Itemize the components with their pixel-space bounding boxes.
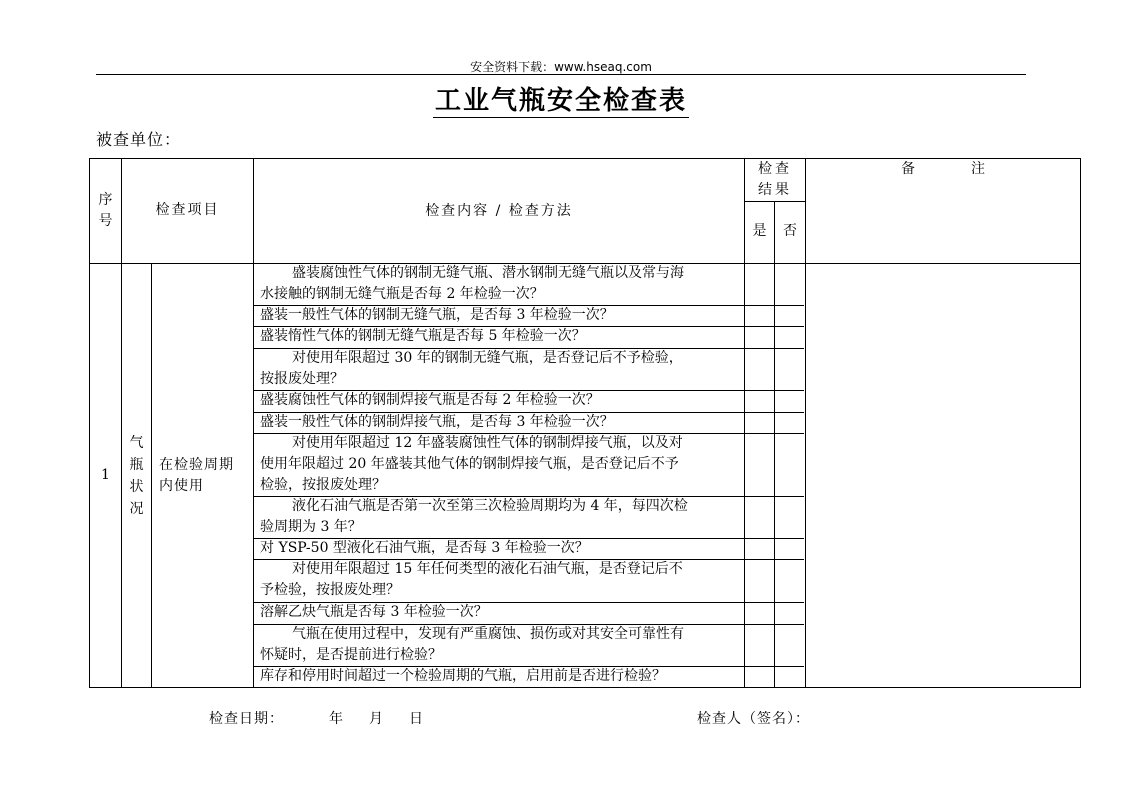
check-item-4-line-2: 按报废处理？ xyxy=(260,371,344,387)
item-separator xyxy=(253,305,804,306)
check-item-9-line-1: 对 YSP-50 型液化石油气瓶，是否每 3 年检验一次？ xyxy=(260,540,589,556)
seq-header xyxy=(90,190,121,232)
subcategory-cell xyxy=(159,455,253,497)
subcategory-line-1: 在检验周期 xyxy=(159,457,234,473)
check-item-13-line-1: 库存和停用时间超过一个检验周期的气瓶，启用前是否进行检验？ xyxy=(260,668,666,684)
item-separator xyxy=(253,326,804,327)
check-item-8-line-1 xyxy=(260,496,743,517)
no-header: 否 xyxy=(783,223,797,239)
category-char-1: 气 xyxy=(129,435,144,451)
check-item-12-text-1: 气瓶在使用过程中，发现有严重腐蚀、损伤或对其安全可靠性有 xyxy=(292,626,684,642)
page-title-text: 工业气瓶安全检查表 xyxy=(434,86,687,116)
item-separator xyxy=(253,538,804,539)
date-day-label: 日 xyxy=(409,711,424,727)
check-item-5 xyxy=(253,390,743,411)
check-item-7-line-3: 检验，按报废处理？ xyxy=(260,477,386,493)
col-line-result-split xyxy=(774,201,775,687)
check-item-8-line-2: 验周期为 3 年？ xyxy=(260,519,362,535)
item-separator xyxy=(253,666,804,667)
check-item-4 xyxy=(253,348,743,390)
col-line-category xyxy=(151,263,152,687)
check-item-7-text-1: 对使用年限超过 12 年盛装腐蚀性气体的钢制焊接气瓶，以及对 xyxy=(292,435,683,451)
category-char-4: 况 xyxy=(129,501,144,517)
header-rule xyxy=(96,74,1026,75)
site-header: 安全资料下载：www.hseaq.com xyxy=(470,60,652,74)
check-item-10-text-1: 对使用年限超过 15 年任何类型的液化石油气瓶，是否登记后不 xyxy=(292,561,683,577)
check-item-2-line-1: 盛装一般性气体的钢制无缝气瓶，是否每 3 年检验一次？ xyxy=(260,307,614,323)
seq-header-char-2: 号 xyxy=(98,213,113,229)
check-item-4-line-1 xyxy=(260,348,743,369)
check-item-7-line-2: 使用年限超过 20 年盛装其他气体的钢制焊接气瓶，是否登记后不予 xyxy=(260,456,679,472)
category-char-3: 状 xyxy=(129,479,144,495)
check-item-13 xyxy=(253,666,743,687)
check-item-8-text-1: 液化石油气瓶是否第一次至第三次检验周期均为 4 年，每四次检 xyxy=(292,498,688,514)
check-item-7 xyxy=(253,433,743,496)
result-header xyxy=(745,159,805,201)
check-item-12-line-1 xyxy=(260,624,743,645)
item-separator xyxy=(253,559,804,560)
check-item-11 xyxy=(253,602,743,623)
date-month-label: 月 xyxy=(369,711,384,727)
result-header-line-2: 结果 xyxy=(758,182,792,198)
check-item-4-text-1: 对使用年限超过 30 年的钢制无缝气瓶，是否登记后不予检验， xyxy=(292,350,683,366)
check-item-6-line-1: 盛装一般性气体的钢制焊接气瓶，是否每 3 年检验一次？ xyxy=(260,414,614,430)
check-item-1-text-1: 盛装腐蚀性气体的钢制无缝气瓶、潜水钢制无缝气瓶以及常与海 xyxy=(292,265,684,281)
check-item-12-line-2: 怀疑时，是否提前进行检验？ xyxy=(260,647,442,663)
item-separator xyxy=(253,433,804,434)
item-separator xyxy=(253,348,804,349)
inspected-unit-label: 被查单位： xyxy=(96,130,182,149)
result-header-line-1: 检查 xyxy=(758,161,792,177)
check-item-10-line-1 xyxy=(260,559,743,580)
item-separator xyxy=(253,412,804,413)
check-item-1-line-2: 水接触的钢制无缝气瓶是否每 2 年检验一次？ xyxy=(260,286,544,302)
item-separator xyxy=(253,624,804,625)
date-label: 检查日期： xyxy=(209,711,284,727)
check-item-3 xyxy=(253,326,743,347)
category-cell xyxy=(122,432,151,520)
inspector-signature-label: 检查人（签名）： xyxy=(697,711,810,727)
item-separator xyxy=(253,390,804,391)
check-item-10-line-2: 予检验，按报废处理？ xyxy=(260,582,400,598)
content-header: 检查内容 / 检查方法 xyxy=(425,203,573,219)
check-item-1 xyxy=(253,263,743,305)
page-title xyxy=(0,80,1122,117)
check-item-9 xyxy=(253,538,743,559)
check-item-11-line-1: 溶解乙炔气瓶是否每 3 年检验一次？ xyxy=(260,604,488,620)
check-item-5-line-1: 盛装腐蚀性气体的钢制焊接气瓶是否每 2 年检验一次？ xyxy=(260,392,600,408)
check-item-7-line-1 xyxy=(260,433,743,454)
item-header: 检查项目 xyxy=(155,202,220,218)
date-year-label: 年 xyxy=(329,711,344,727)
item-separator xyxy=(253,602,804,603)
check-item-2 xyxy=(253,305,743,326)
subcategory-line-2: 内使用 xyxy=(159,478,204,494)
row-number: 1 xyxy=(101,467,110,483)
col-line-seq xyxy=(121,159,122,687)
col-line-remark xyxy=(805,159,806,687)
category-char-2: 瓶 xyxy=(129,457,144,473)
check-item-12 xyxy=(253,624,743,666)
remark-header: 备 注 xyxy=(901,161,985,177)
check-item-6 xyxy=(253,412,743,433)
yes-header: 是 xyxy=(752,223,767,239)
item-separator xyxy=(253,496,804,497)
check-item-1-line-1 xyxy=(260,263,743,284)
check-item-10 xyxy=(253,559,743,601)
seq-header-char-1: 序 xyxy=(98,192,113,208)
check-item-3-line-1: 盛装惰性气体的钢制无缝气瓶是否每 5 年检验一次？ xyxy=(260,328,586,344)
check-item-8 xyxy=(253,496,743,538)
result-header-line xyxy=(744,201,805,202)
